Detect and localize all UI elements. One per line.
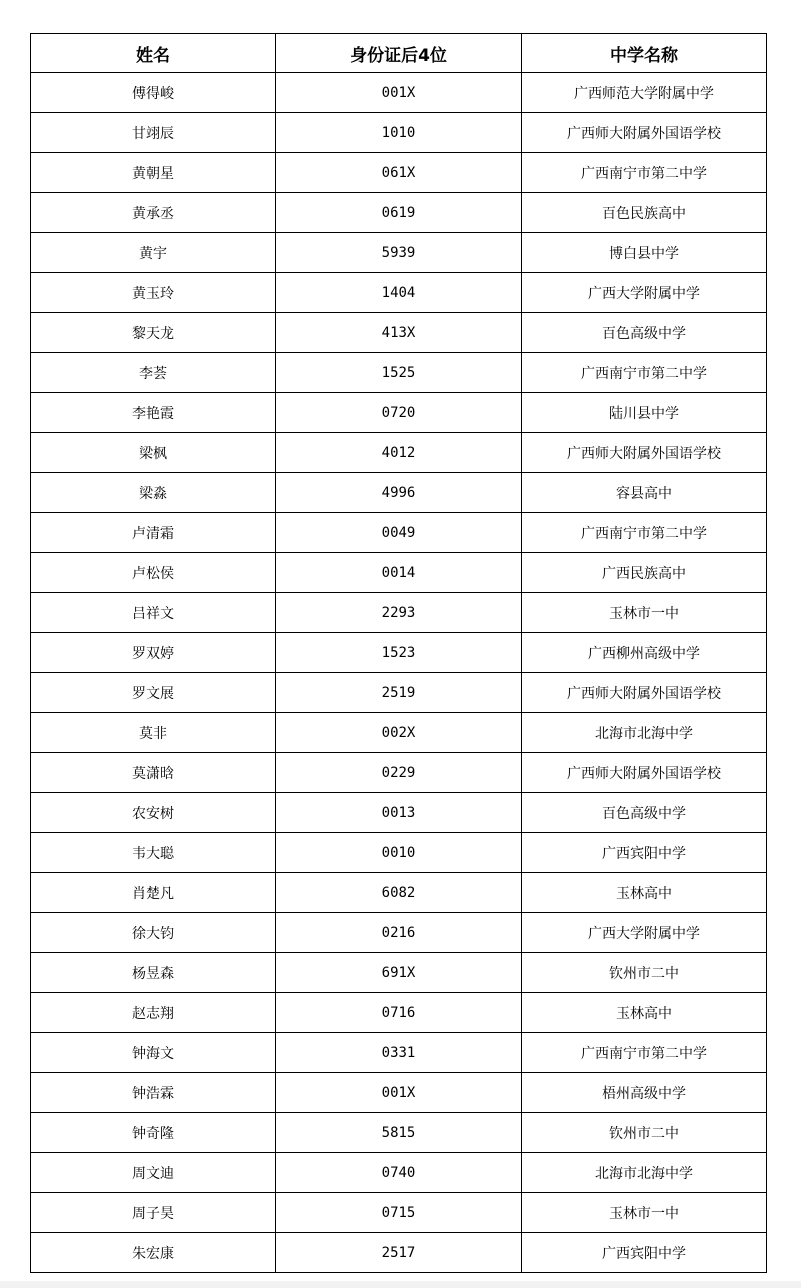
cell-name: 钟浩霖	[31, 1073, 276, 1113]
table-row	[31, 513, 767, 553]
cell-name: 梁枫	[31, 433, 276, 473]
cell-school: 广西大学附属中学	[522, 273, 767, 313]
table-row	[31, 153, 767, 193]
cell-name: 黄朝星	[31, 153, 276, 193]
cell-school: 广西师大附属外国语学校	[522, 753, 767, 793]
cell-school: 玉林高中	[522, 993, 767, 1033]
cell-id-last4: 4996	[276, 473, 522, 513]
table-row	[31, 913, 767, 953]
cell-name: 周子昊	[31, 1193, 276, 1233]
cell-school: 北海市北海中学	[522, 1153, 767, 1193]
cell-id-last4: 4012	[276, 433, 522, 473]
cell-id-last4: 2293	[276, 593, 522, 633]
cell-school: 广西民族高中	[522, 553, 767, 593]
cell-school: 陆川县中学	[522, 393, 767, 433]
table-row	[31, 553, 767, 593]
table-row	[31, 1073, 767, 1113]
cell-school: 百色民族高中	[522, 193, 767, 233]
table-body	[31, 73, 767, 1273]
table-row	[31, 73, 767, 113]
header-id-last4: 身份证后4位	[276, 34, 522, 73]
cell-school: 广西大学附属中学	[522, 913, 767, 953]
cell-id-last4: 5939	[276, 233, 522, 273]
cell-name: 周文迪	[31, 1153, 276, 1193]
cell-name: 李艳霞	[31, 393, 276, 433]
cell-school: 广西南宁市第二中学	[522, 153, 767, 193]
cell-name: 钟奇隆	[31, 1113, 276, 1153]
cell-id-last4: 1010	[276, 113, 522, 153]
cell-id-last4: 6082	[276, 873, 522, 913]
table-row	[31, 993, 767, 1033]
cell-id-last4: 691X	[276, 953, 522, 993]
cell-school: 容县高中	[522, 473, 767, 513]
cell-name: 农安树	[31, 793, 276, 833]
cell-school: 广西宾阳中学	[522, 833, 767, 873]
table-row	[31, 393, 767, 433]
table-row	[31, 1033, 767, 1073]
cell-school: 广西宾阳中学	[522, 1233, 767, 1273]
cell-school: 广西南宁市第二中学	[522, 353, 767, 393]
cell-name: 吕祥文	[31, 593, 276, 633]
cell-id-last4: 0331	[276, 1033, 522, 1073]
cell-school: 百色高级中学	[522, 313, 767, 353]
table-row	[31, 473, 767, 513]
cell-id-last4: 413X	[276, 313, 522, 353]
cell-id-last4: 001X	[276, 1073, 522, 1113]
cell-id-last4: 1404	[276, 273, 522, 313]
cell-name: 杨昱森	[31, 953, 276, 993]
table-row	[31, 593, 767, 633]
header-row	[31, 34, 767, 73]
table-row	[31, 953, 767, 993]
cell-name: 黄宇	[31, 233, 276, 273]
table-row	[31, 233, 767, 273]
cell-id-last4: 0014	[276, 553, 522, 593]
table-row	[31, 1153, 767, 1193]
cell-school: 玉林市一中	[522, 1193, 767, 1233]
cell-name: 李荟	[31, 353, 276, 393]
cell-id-last4: 002X	[276, 713, 522, 753]
cell-id-last4: 0013	[276, 793, 522, 833]
table-row	[31, 1233, 767, 1273]
cell-name: 傅得峻	[31, 73, 276, 113]
cell-school: 广西师大附属外国语学校	[522, 673, 767, 713]
cell-name: 韦大聪	[31, 833, 276, 873]
table-row	[31, 833, 767, 873]
cell-name: 卢清霜	[31, 513, 276, 553]
table-header	[31, 34, 767, 73]
cell-id-last4: 0229	[276, 753, 522, 793]
cell-name: 黄玉玲	[31, 273, 276, 313]
table-row	[31, 673, 767, 713]
table-row	[31, 873, 767, 913]
cell-name: 赵志翔	[31, 993, 276, 1033]
table-row	[31, 1113, 767, 1153]
header-name: 姓名	[31, 34, 276, 73]
cell-id-last4: 2519	[276, 673, 522, 713]
cell-school: 玉林市一中	[522, 593, 767, 633]
cell-id-last4: 1523	[276, 633, 522, 673]
cell-name: 徐大钧	[31, 913, 276, 953]
table-row	[31, 273, 767, 313]
cell-id-last4: 0716	[276, 993, 522, 1033]
cell-school: 广西师范大学附属中学	[522, 73, 767, 113]
cell-id-last4: 0740	[276, 1153, 522, 1193]
cell-id-last4: 0720	[276, 393, 522, 433]
cell-name: 罗双婷	[31, 633, 276, 673]
cell-name: 钟海文	[31, 1033, 276, 1073]
cell-id-last4: 061X	[276, 153, 522, 193]
table-row	[31, 1193, 767, 1233]
cell-school: 百色高级中学	[522, 793, 767, 833]
table-row	[31, 433, 767, 473]
page-bottom-edge	[0, 1281, 801, 1288]
cell-name: 朱宏康	[31, 1233, 276, 1273]
cell-name: 莫非	[31, 713, 276, 753]
cell-id-last4: 0216	[276, 913, 522, 953]
cell-school: 钦州市二中	[522, 1113, 767, 1153]
cell-school: 广西南宁市第二中学	[522, 513, 767, 553]
cell-name: 肖楚凡	[31, 873, 276, 913]
cell-id-last4: 2517	[276, 1233, 522, 1273]
table-row	[31, 353, 767, 393]
cell-id-last4: 0010	[276, 833, 522, 873]
table-row	[31, 793, 767, 833]
cell-name: 罗文展	[31, 673, 276, 713]
cell-id-last4: 001X	[276, 73, 522, 113]
cell-name: 梁淼	[31, 473, 276, 513]
table-row	[31, 713, 767, 753]
cell-id-last4: 1525	[276, 353, 522, 393]
cell-name: 卢松侯	[31, 553, 276, 593]
table-row	[31, 753, 767, 793]
table-row	[31, 633, 767, 673]
cell-id-last4: 5815	[276, 1113, 522, 1153]
cell-school: 广西师大附属外国语学校	[522, 113, 767, 153]
table-row	[31, 113, 767, 153]
table-row	[31, 313, 767, 353]
cell-name: 黎天龙	[31, 313, 276, 353]
cell-name: 甘翊辰	[31, 113, 276, 153]
cell-school: 广西南宁市第二中学	[522, 1033, 767, 1073]
cell-school: 广西师大附属外国语学校	[522, 433, 767, 473]
cell-id-last4: 0715	[276, 1193, 522, 1233]
header-school: 中学名称	[522, 34, 767, 73]
table-row	[31, 193, 767, 233]
cell-name: 莫潇晗	[31, 753, 276, 793]
cell-school: 广西柳州高级中学	[522, 633, 767, 673]
cell-school: 玉林高中	[522, 873, 767, 913]
cell-school: 博白县中学	[522, 233, 767, 273]
cell-school: 钦州市二中	[522, 953, 767, 993]
cell-id-last4: 0049	[276, 513, 522, 553]
cell-school: 北海市北海中学	[522, 713, 767, 753]
student-table	[30, 33, 767, 1273]
cell-school: 梧州高级中学	[522, 1073, 767, 1113]
cell-name: 黄承丞	[31, 193, 276, 233]
cell-id-last4: 0619	[276, 193, 522, 233]
